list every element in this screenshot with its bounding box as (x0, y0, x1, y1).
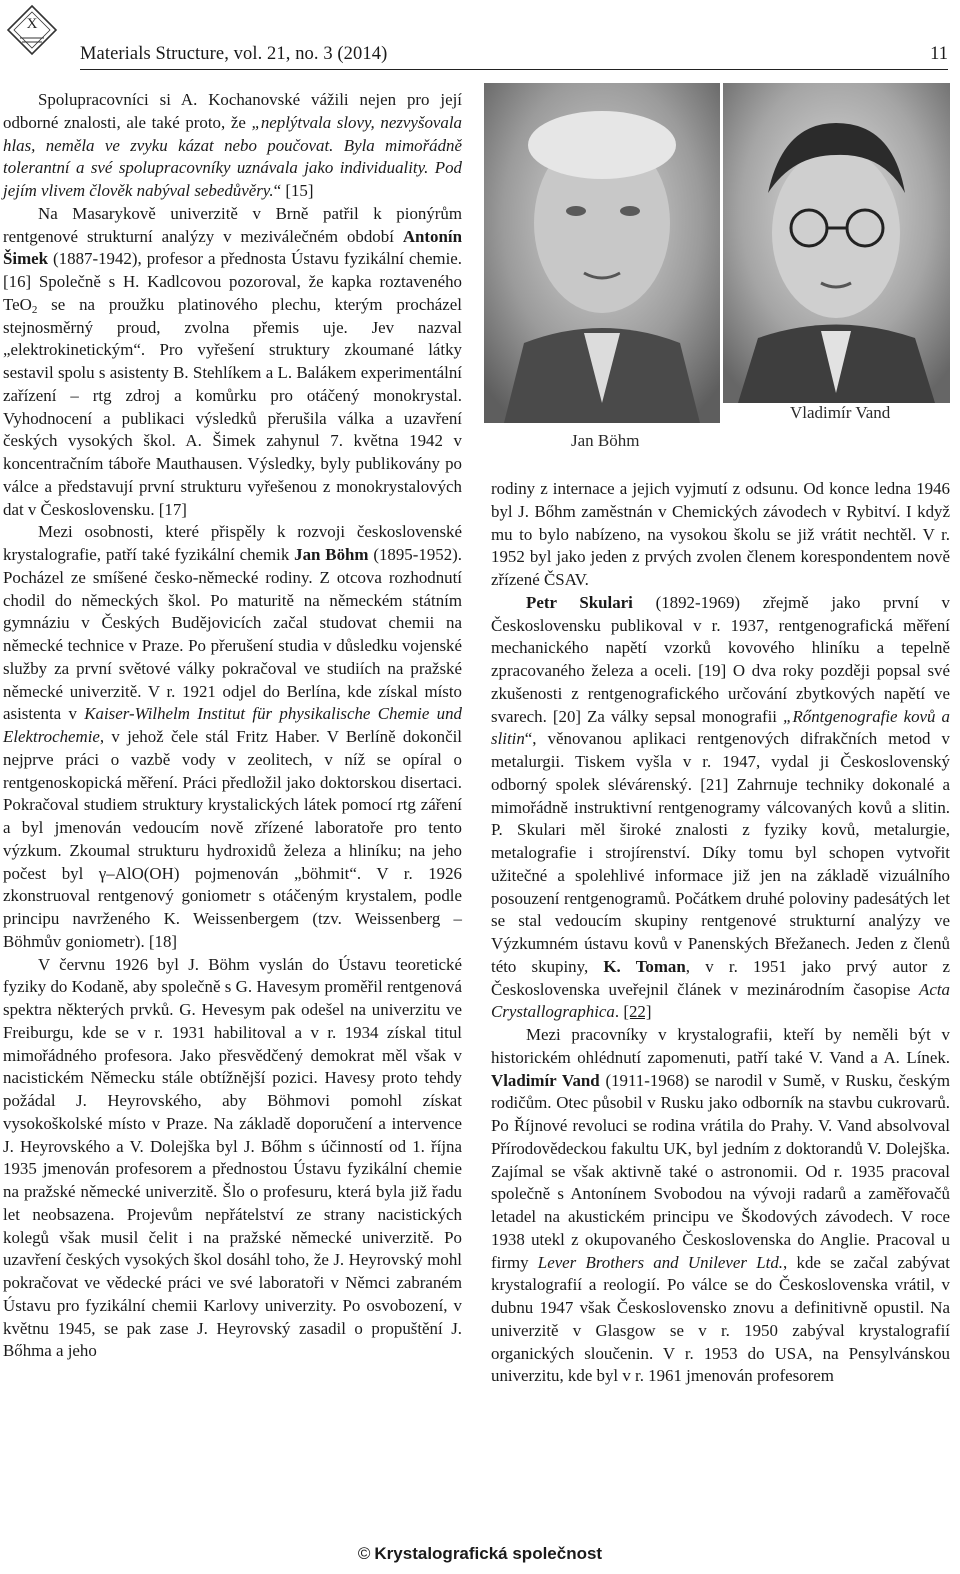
name-vand: Vladimír Vand (491, 1070, 600, 1090)
paragraph-vand: Mezi pracovníky v krystalografii, kteří by neměli být v historickém ohlédnutí zapomenuti, patří také V. Vand a A. Línek. Vladimír Vand (1911-1968) se narodil v Sumě, v Rusku, českým rodičům. Otec působil v Rusku jako odborník na stavbu cukrovarů. Po Říjnové revoluci se rodina vrátila do Prahy. V. Vand absolvoval Přírodovědeckou fakultu UK, byl jedním z doktorandů V. Dolejška. Zajímal se však aktivně také o astronomii. Od r. 1935 pracoval společně s Antonínem Svobodou na vývoji radarů a zaměřovačů letadel na akustickém principu ve Škodových závodech. V roce 1938 utekl z okupovaného Československa do Anglie. Pracoval u firmy Lever Brothers and Unilever Ltd., kde se začal zabývat krystalografií a reologií. Po válce se do Československa vrátil, v dubnu 1947 však Československo znovu a definitivně opustil. Na univerzitě v Glasgow se v r. 1950 zabýval krystalografií organických sloučenin. V r. 1953 do USA, na Pensylvánskou univerzitu, kde byl v r. 1961 jmenován profesorem (491, 1025, 950, 1386)
header-rule (80, 69, 948, 70)
left-column (3, 89, 462, 1363)
copyright-icon: © (357, 1544, 371, 1563)
paragraph-simek: Na Masarykově univerzitě v Brně patřil k pionýrům rentgenové strukturní analýzy v meziválečném období Antonín Šimek (1887-1942), profesor a přednosta Ústavu fyzikální chemie. [16] Společně s H. Kadlcovou pozoroval, že kapka roztaveného TeO$_2$ se na proužku platinového plechu, kterým procházel stejnosměrný proud, zvolna přemis uje. Jev nazval „elektrokinetickým“. Pro vyřešení struktury zkoumané látky sestavil spolu s asistenty B. Stehlíkem a L. Balákem experimentální zařízení – rtg zdroj a komůrku pro otáčený monokrystal. Vyhodnocení a publikaci výsledků přerušila válka a uzavření českých vysokých škol. A. Šimek zahynul 7. května 1942 v koncentračním táboře Mauthausen. Výsledky, byly publikovány po válce a představují první strukturu vyřešenou z monokrystalových dat v Československu. [17] (3, 203, 462, 519)
institute-italic: Kaiser-Wilhelm Institut für physikalische Chemie und Elektrochemie (3, 704, 462, 746)
name-simek: Antonín Šimek (3, 226, 462, 269)
society-name: Krystalografická společnost (374, 1544, 603, 1563)
caption-vladimir-vand: Vladimír Vand (790, 403, 891, 422)
journal-citation: Materials Structure, vol. 21, no. 3 (2014) (80, 44, 388, 64)
logo-letter: X (26, 16, 38, 32)
name-toman: K. Toman (603, 956, 686, 976)
footer (0, 1544, 960, 1564)
name-bohm: Jan Böhm (294, 545, 369, 564)
name-skulari: Petr Skulari (526, 592, 633, 612)
photo-vladimir-vand (723, 83, 950, 403)
society-logo-icon (6, 4, 58, 56)
caption-jan-bohm: Jan Böhm (571, 431, 640, 450)
quote-italic: „neplýtvala slovy, nezvyšovala hlas, neměla ve zvyku kázat nebo poučovat. Byla mimořádně tolerantní a své spolupracovníky uznávala jako individuality. Pod jejím vlivem člověk nabýval sebedůvěry. (3, 112, 462, 200)
paragraph-bohm: Mezi osobnosti, které přispěly k rozvoji československé krystalografie, patří také fyzikální chemik Jan Böhm (1895-1952). Pocházel ze smíšené česko-německé rodiny. Z otcova rozhodnutí chodil do německých škol. Po maturitě na německém státním gymnáziu v Českých Budějovicích začal studovat chemii na německé technice v Praze. Po přerušení studia v důsledku vojenské služby za první světové války pokračoval ve studiích na pražské německé univerzitě. V r. 1921 odjel do Berlína, kde získal místo asistenta v Kaiser-Wilhelm Institut für physikalische Chemie und Elektrochemie, v jehož čele stál Fritz Haber. V Berlíně dokončil nejprve práci o vazbě vody v zeolitech, v níž se opíral o rentgenoskopická měření. Práci předložil jako doktorskou disertaci. Pokračoval studiem struktury krystalických látek pomocí rtg záření a byl jmenován vedoucím nově zřízené laboratoře pro tento výzkum. Zkoumal strukturu hydroxidů železa a hliníku; na jeho počest byl γ–AlO(OH) pojmenován „böhmit“. V r. 1926 zkonstruoval rentgenový goniometr s otáčeným krystalem, podle principu navrženého K. Weissenbergem (tzv. Weissenberg – Böhmův goniometr). [18] (3, 522, 463, 951)
photo-jan-bohm (484, 83, 720, 423)
company-italic: Lever Brothers and Unilever Ltd. (537, 1252, 784, 1272)
paragraph-kochanovska: Spolupracovníci si A. Kochanovské vážili nejen pro její odborné znalosti, ale také proto, že „neplýtvala slovy, nezvyšovala hlas, neměla ve zvyku kázat nebo poučovat. Byla mimořádně tolerantní a své spolupracovníky uznávala jako individuality. Pod jejím vlivem člověk nabýval sebedůvěry.“ [15] (3, 90, 462, 200)
paragraph-skulari: Petr Skulari (1892-1969) zřejmě jako první v Československu publikoval v r. 1937, rentgenografická měření mechanického napětí vzorků kovového hliníku a tepelně zpracovaného železa a oceli. [19] O dva roky později popsal své zkušenosti z rentgenografického určování zbytkových napětí ve svarech. [20] Za války sepsal monografii „Rőntgenografie kovů a slitin“, věnovanou aplikaci rentgenových difrakčních metod v metalurgii. Tiskem vyšla v r. 1947, vydal ji Československý odborný spolek slévárenský. [21] Zahrnuje techniky dokonalé a mimořádně instruktivní rentgenogramy válcovaných kovů a slitin. P. Skulari měl široké znalosti z fyziky kovů, metalurgie, metalografie i strojírenství. Díky tomu byl schopen vytvořit užitečné a spolehlivé informace již jen na základě vizuálního posouzení rentgenogramů. Počátkem druhé poloviny padesátých let se stal vedoucím skupiny rentgenové strukturní analýzy ve Výzkumném ústavu kovů v Panenských Břežanech. Jeden z členů této skupiny, K. Toman, v r. 1951 jako prvý autor z Československa uveřejnil článek v mezinárodním časopise Acta Crystallographica. [22] (491, 592, 950, 1022)
monograph-italic: „Rőntgenografie kovů a slitin (491, 706, 950, 749)
reference-link-22[interactable]: [22] (623, 1002, 652, 1022)
page-number: 11 (930, 44, 948, 64)
paragraph-bohm-copenhagen: V červnu 1926 byl J. Böhm vyslán do Ústavu teoretické fyziky do Kodaně, aby společně s G. Havesym proměřil rentgenová spektra některých prvků. G. Hevesym pak odešel na univerzitu ve Freiburgu, kde se v r. 1931 habilitoval a v r. 1934 získal titul mimořádného profesora. Jako přesvědčený demokrat měl však v nacistickém Německu stále obtížnější pozici. Havesy proto tehdy požádal J. Heyrovského, aby Böhmovi pomohl získat vysokoškolské místo v Praze. Na základě doporučení a intervence J. Heyrovského a V. Dolejška byl J. Bőhm s účinností od 1. října 1935 jmenován profesorem a přednostou Ústavu fyzikální chemie na pražské německé univerzitě. Šlo o profesuru, která byla již řadu let neobsazena. Projevům nepřátelství ze strany nacistických kolegů však musil čelit i na pražské německé univerzitě. Po uzavření českých vysokých škol dosáhl toho, že J. Heyrovský mohl pokračovat ve vědecké práci ve své laboratoři v Němci zabraném Ústavu pro fyzikální chemii Karlovy univerzity. Po osvobození, v květnu 1945, se pak zase J. Heyrovský zasadil o propuštění J. Bőhma a jeho (3, 954, 462, 1361)
right-column (491, 478, 950, 1388)
paragraph-bohm-continued: rodiny z internace a jejich vyjmutí z odsunu. Od konce ledna 1946 byl J. Bőhm zaměstnán v Chemických závodech v Rybitví. I když mu to bylo nabízeno, na vysokou školu se již vrátit nechtěl. V r. 1952 byl jako jeden z prvých zvolen členem korespondentem nově zřízené ČSAV. (491, 479, 950, 589)
journal-italic: Acta Crystallographica (491, 979, 950, 1022)
